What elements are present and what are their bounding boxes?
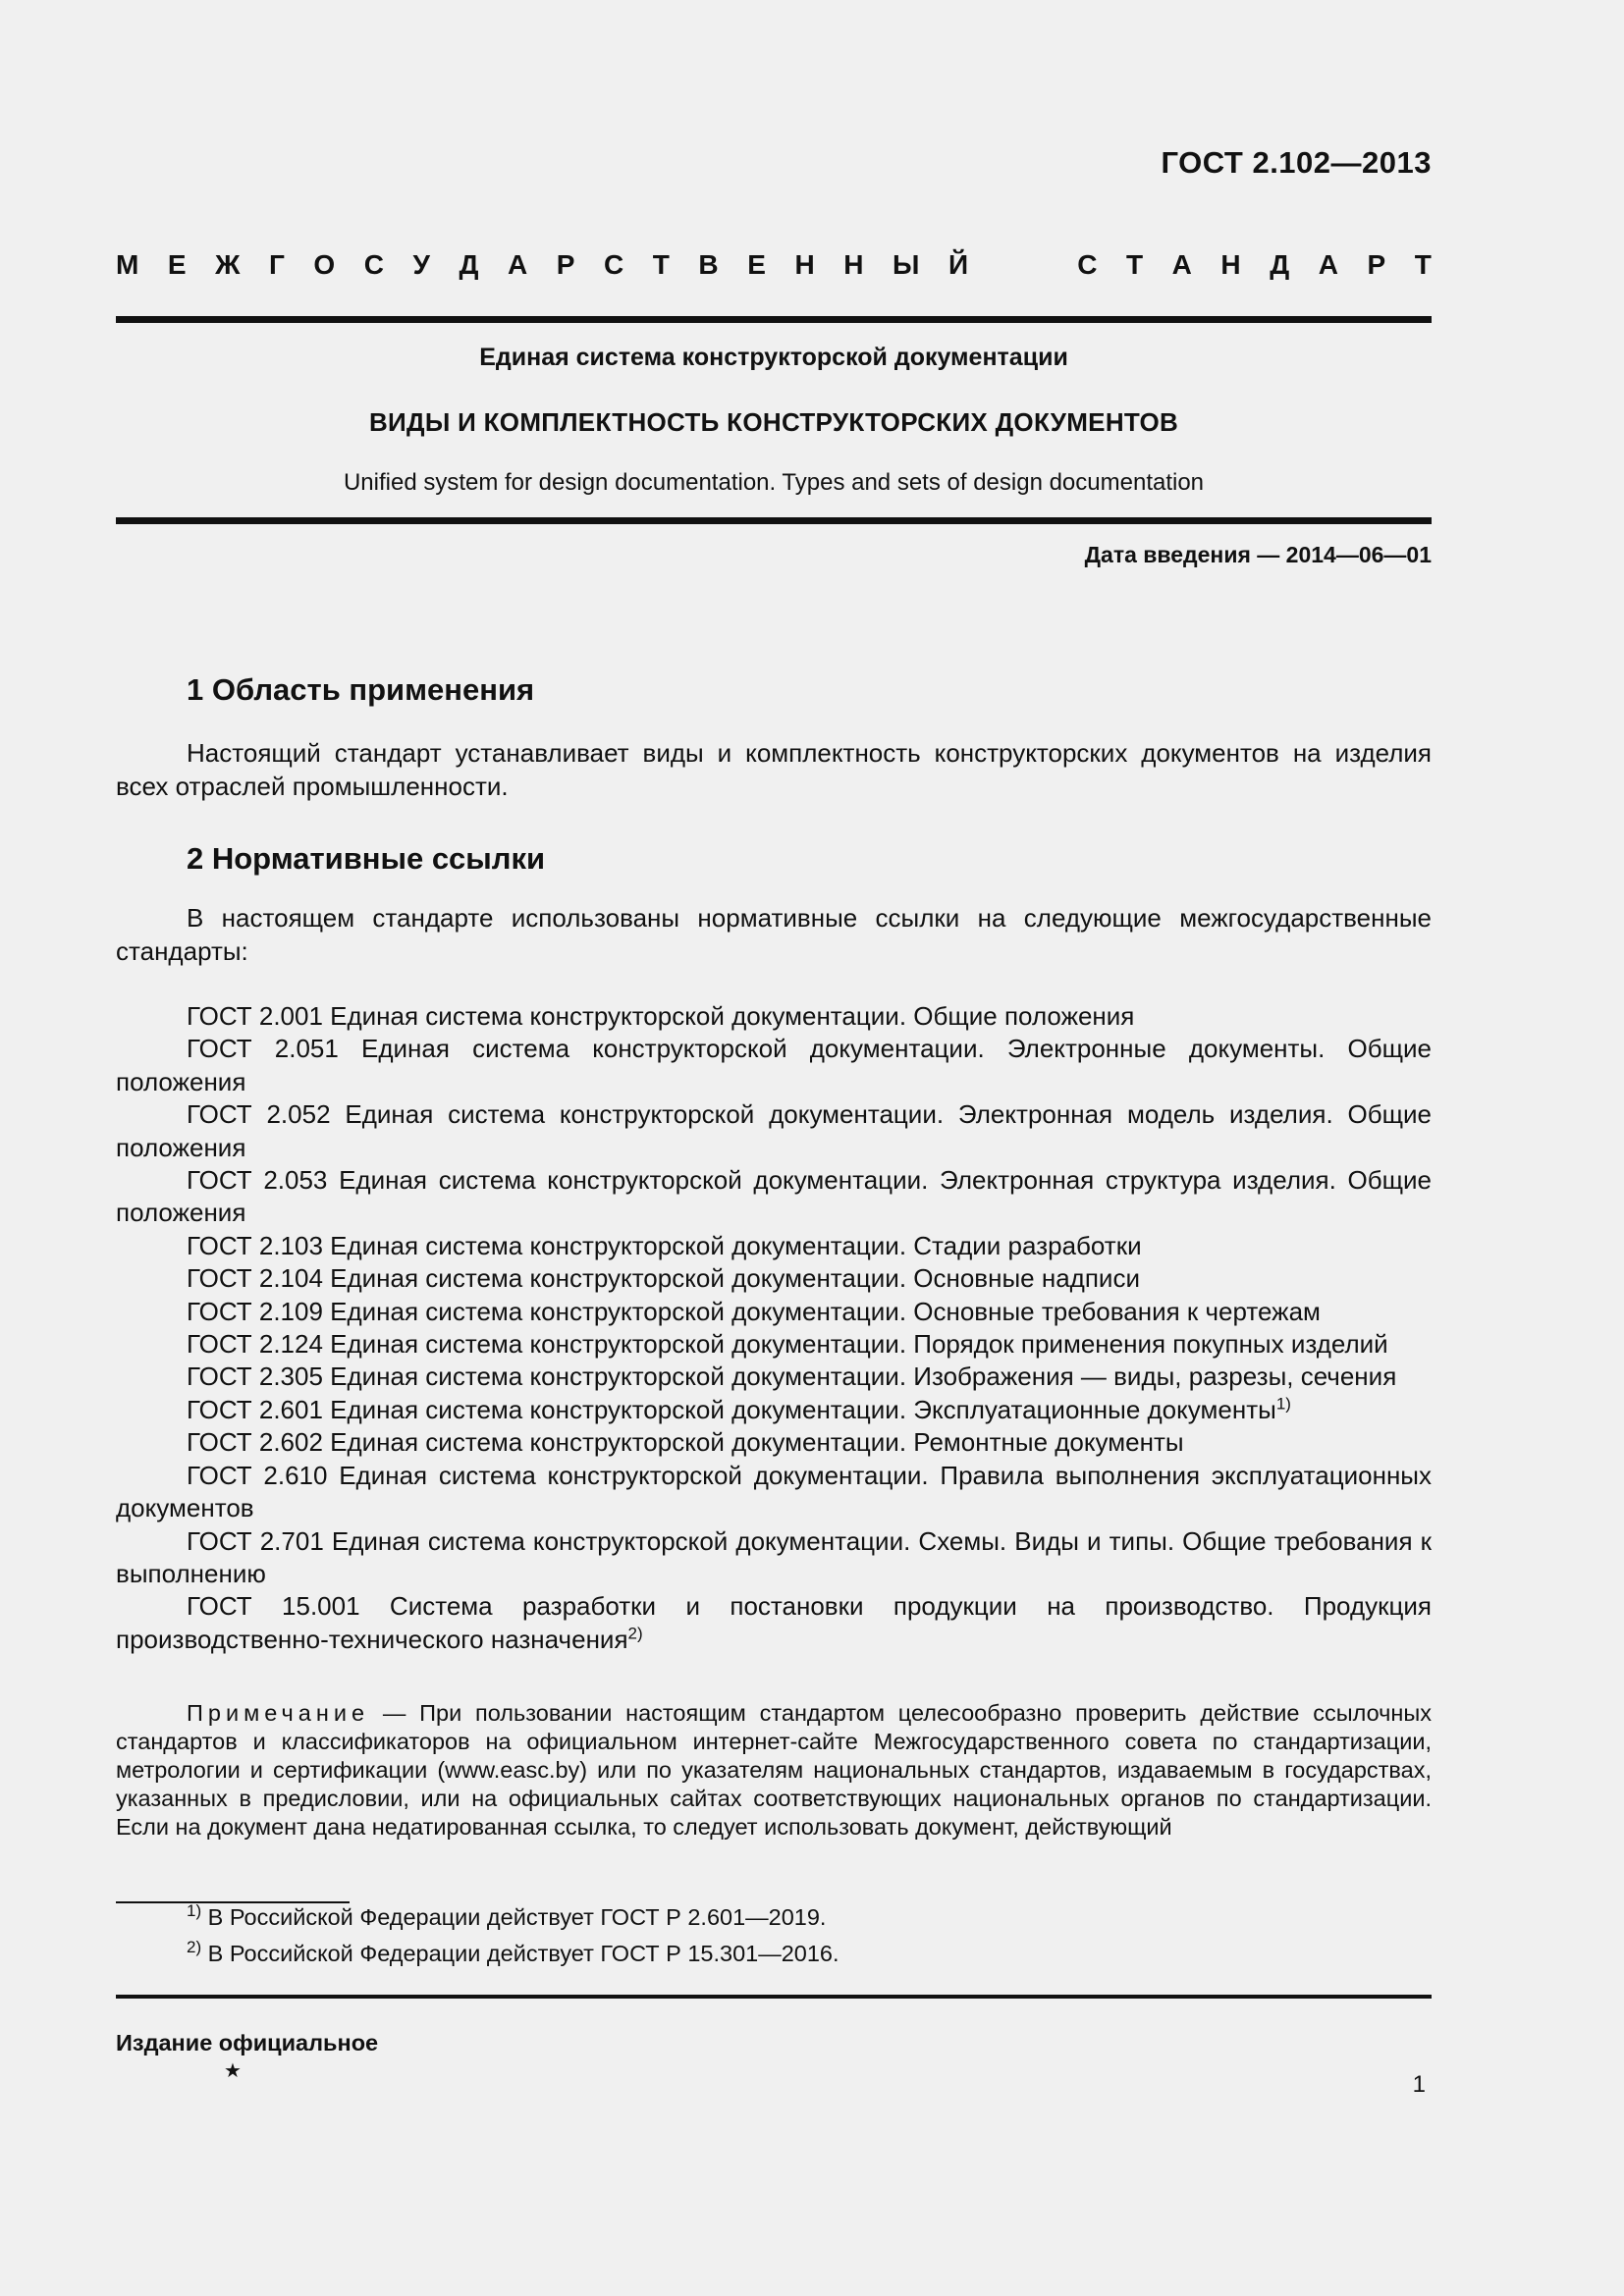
note-text: — При пользовании настоящим стандартом целесообразно проверить действие ссылочных стандартов и классификаторов на официальном интернет-сайте Межгосударственного совета по стандартизации, метрологии и сертификации (www.easc.by) или по указателям национальных стандартов, издаваемым в государствах, указанных в предисловии, или на официальных сайтах соответствующих национальных органов по стандартизации. Если на документ дана недатированная ссылка, то следует использовать документ, действующий xyxy=(116,1700,1432,1840)
reference-item: ГОСТ 2.052 Единая система конструкторской документации. Электронная модель изделия. Общие положения xyxy=(116,1099,1432,1162)
reference-item: ГОСТ 2.602 Единая система конструкторской документации. Ремонтные документы xyxy=(187,1427,1184,1458)
standard-series: Единая система конструкторской документации xyxy=(479,344,1068,371)
header-rule-top xyxy=(116,316,1432,323)
header-rule-bottom xyxy=(116,517,1432,524)
star-mark: ★ xyxy=(224,2060,242,2082)
standard-title-english: Unified system for design documentation. Types and sets of design documentation xyxy=(343,469,1205,496)
banner-letter: Р xyxy=(1367,249,1386,280)
banner-letter: Т xyxy=(652,249,670,280)
banner-letter: А xyxy=(1318,249,1338,280)
banner-letter: У xyxy=(412,249,430,280)
reference-item: ГОСТ 2.701 Единая система конструкторской документации. Схемы. Виды и типы. Общие требования к выполнению xyxy=(116,1525,1432,1588)
introduction-date: Дата введения — 2014—06—01 xyxy=(1084,542,1432,567)
banner-letter: М xyxy=(116,249,139,280)
banner-letter: Й xyxy=(947,249,969,280)
reference-item: ГОСТ 2.053 Единая система конструкторской документации. Электронная структура изделия. Общие положения xyxy=(116,1165,1432,1228)
section-2-intro: В настоящем стандарте использованы нормативные ссылки на следующие межгосударственные стандарты: xyxy=(116,903,1432,966)
standard-title: ВИДЫ И КОМПЛЕКТНОСТЬ КОНСТРУКТОРСКИХ ДОКУМЕНТОВ xyxy=(368,407,1179,437)
section-1-heading: 1 Область применения xyxy=(187,672,535,707)
banner-letter: Е xyxy=(747,249,766,280)
official-edition-label: Издание официальное xyxy=(116,2030,379,2056)
footnote-2: $^{2)}$ В Российской Федерации действует ГОСТ Р 15.301—2016. xyxy=(187,1938,839,1966)
banner-letter: Ж xyxy=(215,249,241,280)
banner-letter: Г xyxy=(268,249,285,280)
reference-item: ГОСТ 2.601 Единая система конструкторской документации. Эксплуатационные документы$^{1)}$ xyxy=(187,1394,1291,1424)
banner-letter: Н xyxy=(794,249,815,280)
banner-letter: Т xyxy=(1125,249,1144,280)
standard-type-banner xyxy=(116,245,1432,285)
banner-letter: Р xyxy=(556,249,575,280)
banner-letter: В xyxy=(698,249,719,280)
reference-item: ГОСТ 2.001 Единая система конструкторской документации. Общие положения xyxy=(187,1001,1135,1031)
banner-letter: С xyxy=(603,249,624,280)
note-paragraph xyxy=(116,1699,1432,1842)
banner-letter: Д xyxy=(1270,249,1290,280)
section-1-text: Настоящий стандарт устанавливает виды и комплектность конструкторских документов на изделия всех отраслей промышленности. xyxy=(116,738,1432,801)
banner-letter: Е xyxy=(167,249,187,280)
reference-item: ГОСТ 2.104 Единая система конструкторской документации. Основные надписи xyxy=(187,1263,1140,1294)
banner-letter: Н xyxy=(1220,249,1241,280)
note-label: Примечание xyxy=(187,1700,370,1726)
reference-item: ГОСТ 2.610 Единая система конструкторской документации. Правила выполнения эксплуатационных документов xyxy=(116,1460,1432,1523)
reference-item: ГОСТ 2.305 Единая система конструкторской документации. Изображения — виды, разрезы, сечения xyxy=(187,1362,1397,1392)
banner-letter: Д xyxy=(459,249,479,280)
banner-letter: А xyxy=(1171,249,1192,280)
banner-letter: О xyxy=(313,249,336,280)
banner-letter: А xyxy=(507,249,528,280)
reference-item: ГОСТ 15.001 Система разработки и постановки продукции на производство. Продукция производственно-технического назначения$^{2)}$ xyxy=(116,1591,1432,1654)
section-2-heading: 2 Нормативные ссылки xyxy=(187,841,546,876)
reference-item: ГОСТ 2.103 Единая система конструкторской документации. Стадии разработки xyxy=(187,1230,1142,1260)
reference-item: ГОСТ 2.109 Единая система конструкторской документации. Основные требования к чертежам xyxy=(187,1296,1321,1326)
banner-letter: С xyxy=(1077,249,1098,280)
document-code: ГОСТ 2.102—2013 xyxy=(1161,145,1432,180)
footnote-separator xyxy=(116,1901,350,1903)
footnote-1: $^{1)}$ В Российской Федерации действует ГОСТ Р 2.601—2019. xyxy=(187,1901,827,1930)
banner-letter: Т xyxy=(1414,249,1432,280)
page-number: 1 xyxy=(1412,2071,1426,2098)
footer-rule xyxy=(116,1995,1432,1999)
reference-item: ГОСТ 2.124 Единая система конструкторской документации. Порядок применения покупных изделий xyxy=(187,1329,1388,1360)
footnote-mark: 2) xyxy=(627,1624,643,1643)
banner-letter: С xyxy=(363,249,384,280)
reference-item: ГОСТ 2.051 Единая система конструкторской документации. Электронные документы. Общие положения xyxy=(116,1034,1432,1096)
banner-letter: Н xyxy=(843,249,864,280)
banner-letter: Ы xyxy=(893,249,920,280)
normative-references-list xyxy=(116,1000,1432,1656)
footnote-mark: 1) xyxy=(1275,1394,1291,1414)
